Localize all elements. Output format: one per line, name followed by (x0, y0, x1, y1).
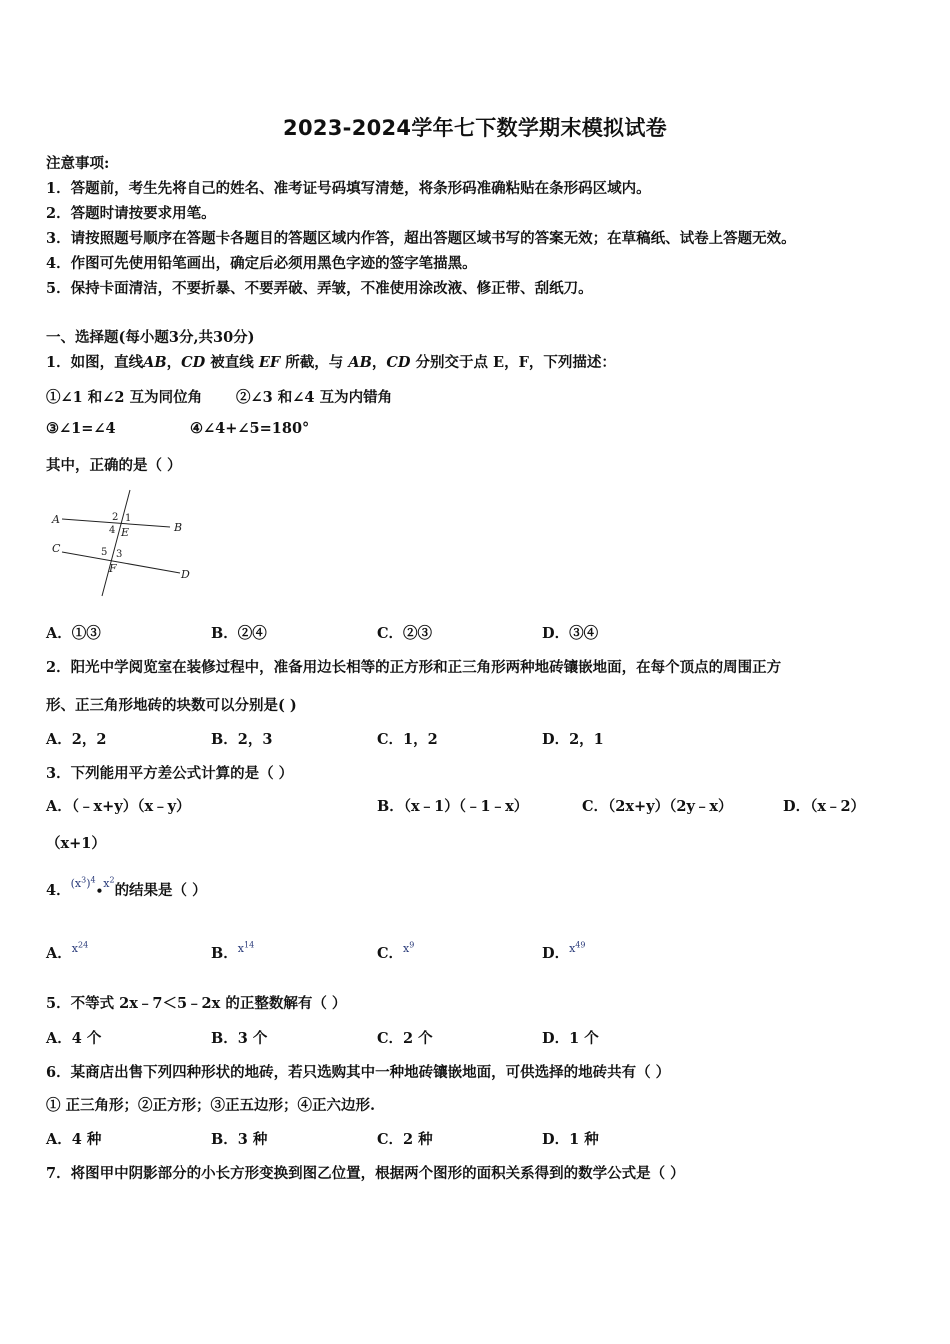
q2-stem-line-2: 形、正三角形地砖的块数可以分别是( ) (46, 697, 297, 714)
q5-option-c[interactable]: C．2 个 (377, 1030, 433, 1047)
q4-option-b[interactable]: B．$^{x^{14}}$ (211, 940, 255, 962)
q1-line-cd: CD (181, 354, 206, 371)
q1-sep1: ， (166, 354, 182, 371)
q6-shape-list: ① 正三角形；②正方形；③正五边形；④正六边形. (46, 1097, 376, 1114)
q1-sep2: ， (371, 354, 387, 371)
q5-option-a[interactable]: A．4 个 (46, 1030, 102, 1047)
page-title: 2023-2024学年七下数学期末模拟试卷 (283, 116, 667, 140)
q1-line-ab-2: AB (348, 354, 372, 371)
label-c: C (52, 542, 61, 555)
q2-stem-line-1: 2．阳光中学阅览室在装修过程中，准备用边长相等的正方形和正三角形两种地砖镶嵌地面，在每个顶点的周围正方 (46, 659, 782, 676)
q6-option-c[interactable]: C．2 种 (377, 1131, 433, 1148)
angle-2: 2 (112, 512, 119, 523)
q1-text-a: 1．如图，直线 (46, 354, 144, 371)
q2-option-d[interactable]: D．2，1 (542, 731, 604, 748)
notice-item-5: 5．保持卡面清洁，不要折暴、不要弄破、弄皱，不准使用涂改液、修正带、刮纸刀。 (46, 280, 593, 297)
label-f: F (109, 562, 117, 575)
q1-figure (46, 486, 196, 598)
q4-number: 4． (46, 882, 71, 899)
q7-stem: 7．将图甲中阴影部分的小长方形变换到图乙位置，根据两个图形的面积关系得到的数学公式是（ ） (46, 1165, 685, 1182)
q4-tail: 的结果是（ ） (114, 882, 207, 899)
q1-line-cd-2: CD (386, 354, 411, 371)
q1-option-c[interactable]: C．②③ (377, 625, 433, 642)
q4-option-a[interactable]: A．$^{x^{24}}$ (46, 940, 89, 962)
section-heading: 一、选择题(每小题3分,共30分) (46, 329, 255, 346)
q5-option-b[interactable]: B．3 个 (211, 1030, 268, 1047)
q1-text-b: 被直线 (205, 354, 259, 371)
line-ef (102, 490, 130, 596)
q3-option-c[interactable]: C．（2x+y）（2y﹣x） (582, 798, 733, 815)
q3-option-b[interactable]: B．（x﹣1）（﹣1﹣x） (377, 798, 529, 815)
q3-option-a[interactable]: A．（﹣x+y）（x﹣y） (46, 798, 191, 815)
q2-option-c[interactable]: C．1，2 (377, 731, 438, 748)
notice-item-1: 1．答题前，考生先将自己的姓名、准考证号码填写清楚，将条形码准确粘贴在条形码区域内。 (46, 180, 651, 197)
q6-option-d[interactable]: D．1 种 (542, 1131, 599, 1148)
q4-dot: • (95, 884, 104, 898)
label-d: D (181, 568, 190, 581)
q4-expression-2: x2 (103, 875, 115, 890)
label-b: B (174, 521, 183, 534)
q5-option-d[interactable]: D．1 个 (542, 1030, 599, 1047)
q1-statement-1: ①∠1 和∠2 互为同位角 (46, 389, 203, 406)
q1-statement-2: ②∠3 和∠4 互为内错角 (236, 389, 393, 406)
q3-option-d[interactable]: D．（x﹣2） (783, 798, 866, 815)
q1-statement-4: ④∠4+∠5=180° (190, 420, 310, 437)
q4-option-d[interactable]: D．$^{x^{49}}$ (542, 940, 586, 962)
q3-stem: 3．下列能用平方差公式计算的是（ ） (46, 765, 294, 782)
q1-text-d: 分别交于点 E，F，下列描述： (410, 354, 616, 371)
notice-item-2: 2．答题时请按要求用笔。 (46, 205, 216, 222)
label-e: E (121, 526, 130, 539)
q4-expression: (x3)4 (70, 875, 96, 890)
q6-option-b[interactable]: B．3 种 (211, 1131, 268, 1148)
q6-option-a[interactable]: A．4 种 (46, 1131, 102, 1148)
q1-option-a[interactable]: A．①③ (46, 625, 101, 642)
angle-4: 4 (109, 525, 116, 536)
q1-option-b[interactable]: B．②④ (211, 625, 267, 642)
q1-statement-3: ③∠1=∠4 (46, 420, 116, 437)
angle-5: 5 (101, 547, 108, 558)
notice-item-4: 4．作图可先使用铅笔画出，确定后必须用黑色字迹的签字笔描黑。 (46, 255, 477, 272)
q1-text-c: 所截，与 (280, 354, 349, 371)
q1-ask: 其中，正确的是（ ） (46, 457, 182, 474)
q5-stem: 5．不等式 2x﹣7＜5﹣2x 的正整数解有（ ） (46, 995, 347, 1012)
q1-option-d[interactable]: D．③④ (542, 625, 599, 642)
notice-heading: 注意事项: (46, 155, 110, 172)
q3-option-d-continuation: （x+1） (46, 835, 106, 852)
q1-line-ab: AB (143, 354, 167, 371)
q4-stem (46, 875, 207, 900)
q6-stem: 6．某商店出售下列四种形状的地砖，若只选购其中一种地砖镶嵌地面，可供选择的地砖共有（ ） (46, 1064, 671, 1081)
q2-option-b[interactable]: B．2，3 (211, 731, 273, 748)
question-1-stem (46, 351, 616, 372)
label-a: A (52, 513, 60, 526)
q2-option-a[interactable]: A．2，2 (46, 731, 107, 748)
q1-line-ef: EF (258, 354, 281, 371)
notice-item-3: 3．请按照题号顺序在答题卡各题目的答题区域内作答，超出答题区域书写的答案无效；在草稿纸、试卷上答题无效。 (46, 230, 796, 247)
q4-option-c[interactable]: C．$^{x^9}$ (377, 940, 415, 962)
angle-1: 1 (125, 513, 132, 524)
angle-3: 3 (116, 549, 123, 560)
